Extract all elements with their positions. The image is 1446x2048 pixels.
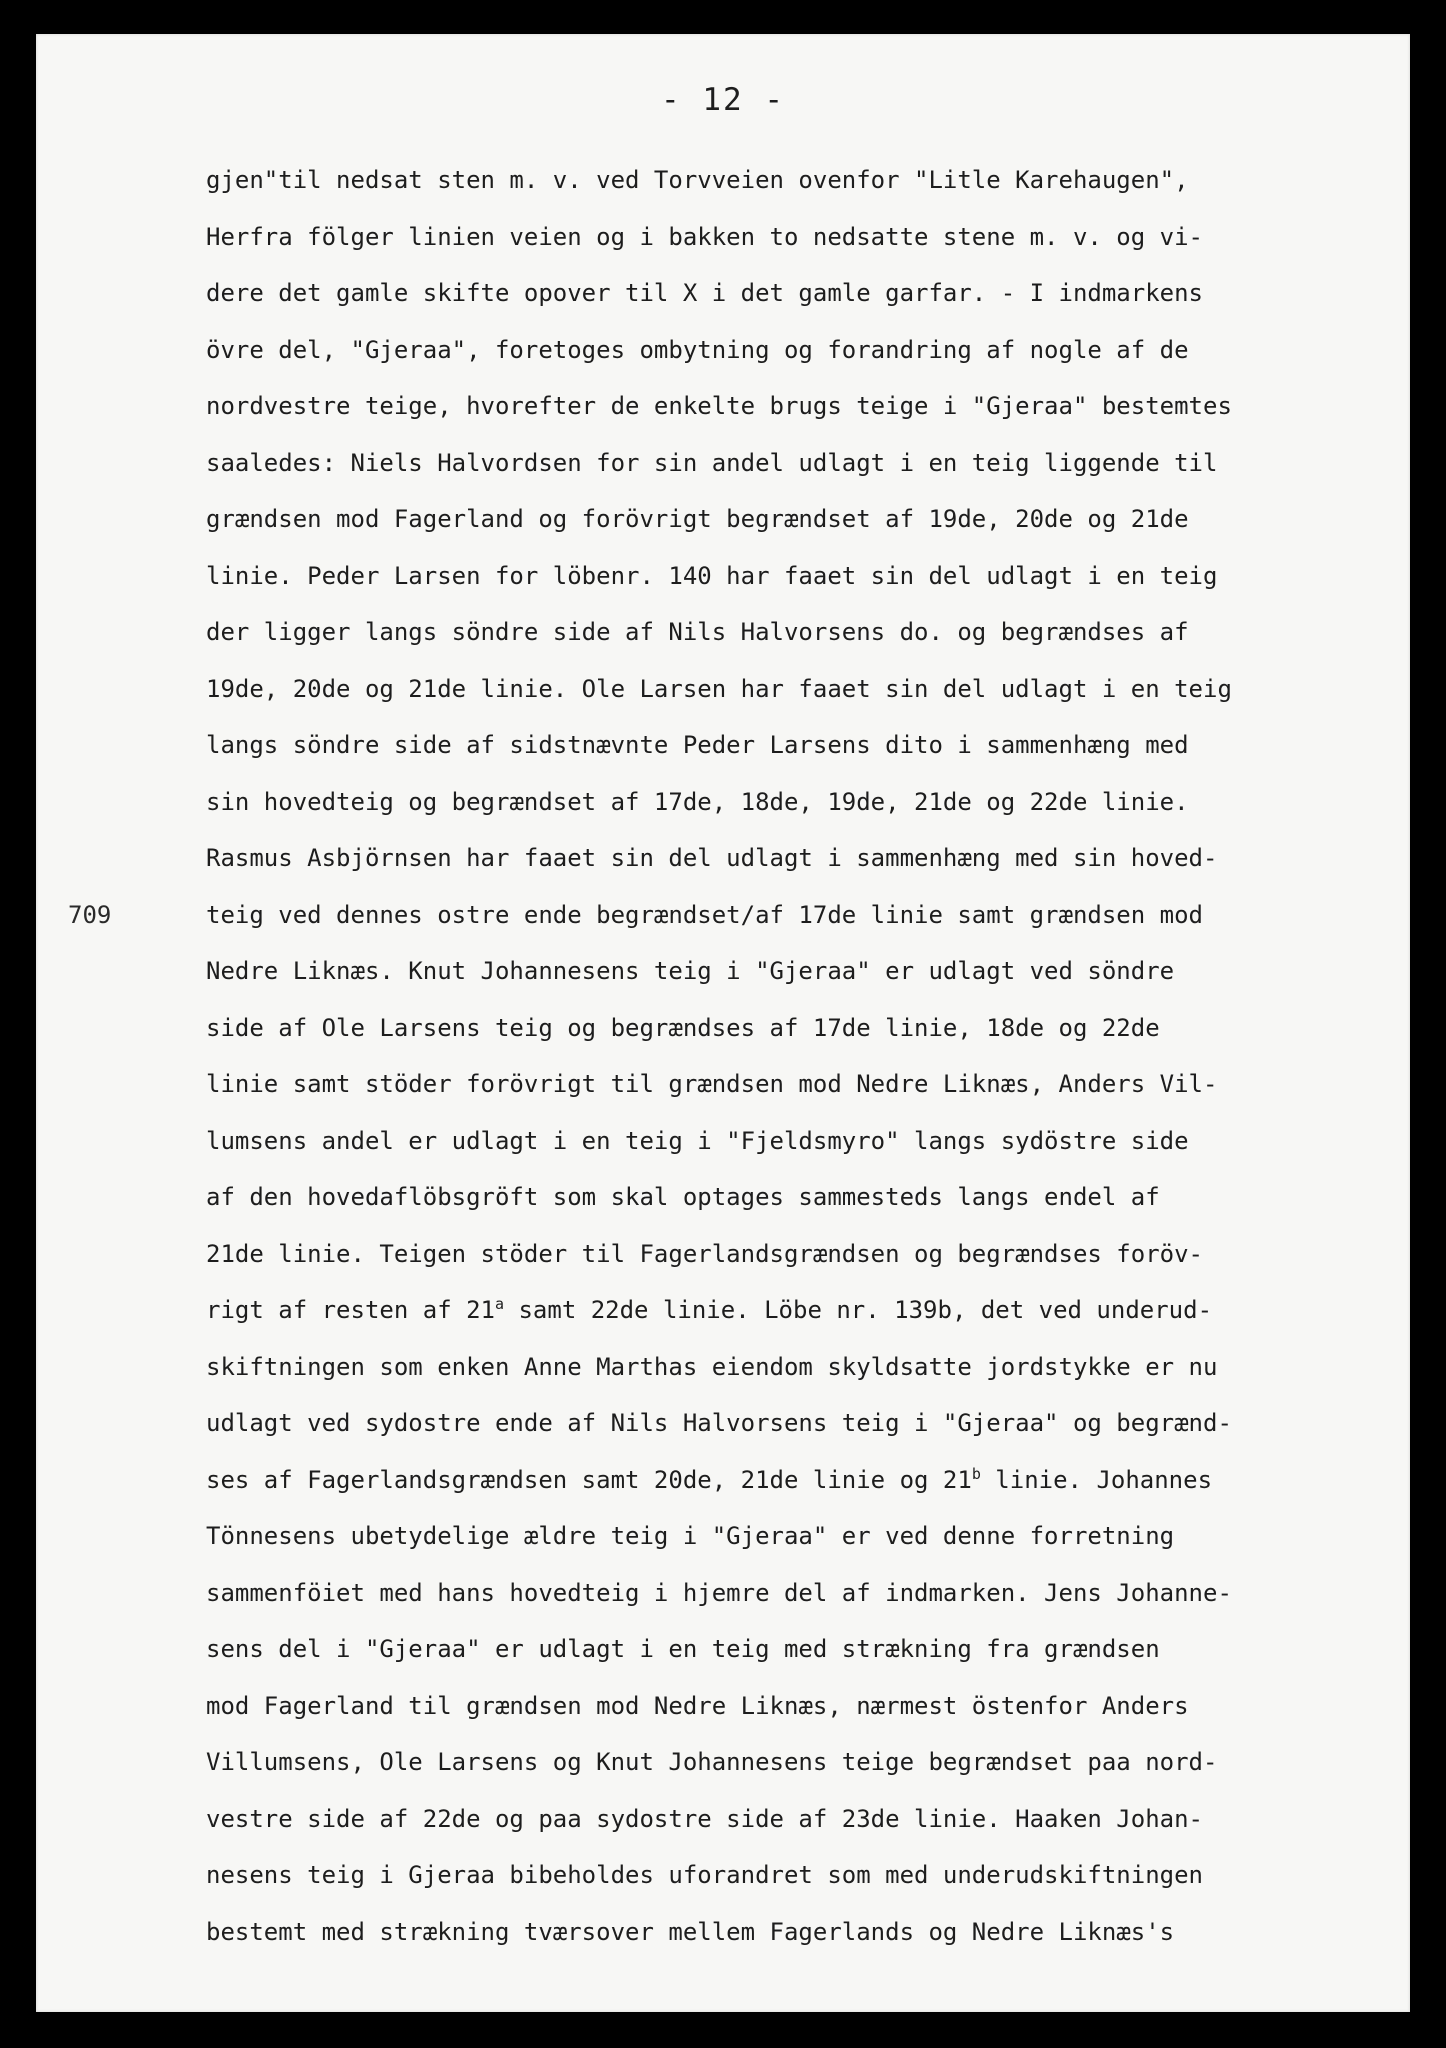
text-segment: sammenföiet med hans hovedteig i hjemre del af indmarken. Jens Johanne- bbox=[206, 1578, 1232, 1607]
text-segment: Nedre Liknæs. Knut Johannesens teig i "Gjeraa" er udlagt ved söndre bbox=[206, 957, 1175, 985]
text-segment: der ligger langs söndre side af Nils Halvorsens do. og begrændses af bbox=[206, 618, 1189, 646]
text-segment: Villumsens, Ole Larsens og Knut Johannesens teige begrændset paa nord- bbox=[206, 1748, 1218, 1776]
text-line bbox=[206, 1678, 1406, 1735]
text-segment: bestemt med strækning tværsover mellem Fagerlands og Nedre Liknæs's bbox=[206, 1917, 1175, 1946]
text-line bbox=[206, 435, 1406, 492]
text-line bbox=[206, 491, 1406, 548]
margin-note: 709 bbox=[68, 901, 112, 929]
text-segment: lumsens andel er udlagt i en teig i "Fjeldsmyro" langs sydöstre side bbox=[206, 1126, 1189, 1155]
text-line bbox=[206, 887, 1406, 944]
text-segment: övre del, "Gjeraa", foretoges ombytning og forandring af nogle af de bbox=[206, 335, 1189, 364]
page-number: - 12 - bbox=[661, 82, 785, 118]
text-segment: af den hovedaflöbsgröft som skal optages sammesteds langs endel af bbox=[206, 1183, 1160, 1211]
text-line bbox=[206, 1226, 1406, 1283]
text-segment: langs söndre side af sidstnævnte Peder Larsens dito i sammenhæng med bbox=[206, 731, 1189, 759]
text-segment: vestre side af 22de og paa sydostre side af 23de linie. Haaken Johan- bbox=[206, 1804, 1203, 1833]
text-line bbox=[206, 1169, 1406, 1226]
text-segment: gjen"til nedsat sten m. v. ved Torvveien ovenfor "Litle Karehaugen", bbox=[206, 166, 1189, 194]
text-line bbox=[206, 1339, 1406, 1396]
text-segment: side af Ole Larsens teig og begrændses af 17de linie, 18de og 22de bbox=[206, 1013, 1160, 1042]
text-line bbox=[206, 1621, 1406, 1678]
text-segment: 19de, 20de og 21de linie. Ole Larsen har faaet sin del udlagt i en teig bbox=[206, 674, 1232, 703]
text-segment: skiftningen som enken Anne Marthas eiendom skyldsatte jordstykke er nu bbox=[206, 1352, 1218, 1381]
text-segment: Herfra fölger linien veien og i bakken to nedsatte stene m. v. og vi- bbox=[206, 222, 1203, 251]
text-line bbox=[206, 1508, 1406, 1565]
text-line bbox=[206, 830, 1406, 887]
text-segment: rigt af resten af 21 bbox=[206, 1296, 495, 1324]
text-line bbox=[206, 152, 1406, 209]
text-segment: udlagt ved sydostre ende af Nils Halvorsens teig i "Gjeraa" og begrænd- bbox=[206, 1409, 1232, 1437]
text-segment: Rasmus Asbjörnsen har faaet sin del udlagt i sammenhæng med sin hoved- bbox=[206, 844, 1218, 872]
text-line bbox=[206, 1452, 1406, 1509]
text-segment: ses af Fagerlandsgrændsen samt 20de, 21de linie og 21 bbox=[206, 1465, 972, 1494]
text-line bbox=[206, 1056, 1406, 1113]
text-line bbox=[206, 322, 1406, 379]
text-segment: nesens teig i Gjeraa bibeholdes uforandret som med underudskiftningen bbox=[206, 1861, 1203, 1889]
text-line bbox=[206, 717, 1406, 774]
text-line bbox=[206, 1395, 1406, 1452]
text-line bbox=[206, 1000, 1406, 1057]
text-line bbox=[206, 1734, 1406, 1791]
text-line bbox=[206, 1113, 1406, 1170]
text-line bbox=[206, 774, 1406, 831]
text-segment: grændsen mod Fagerland og forövrigt begrændset af 19de, 20de og 21de bbox=[206, 505, 1189, 533]
text-segment: linie. Johannes bbox=[980, 1465, 1213, 1494]
text-segment: sens del i "Gjeraa" er udlagt i en teig med strækning fra grændsen bbox=[206, 1635, 1160, 1663]
text-line bbox=[206, 378, 1406, 435]
text-segment: sin hovedteig og begrændset af 17de, 18de, 19de, 21de og 22de linie. bbox=[206, 787, 1189, 816]
text-line bbox=[206, 1282, 1406, 1339]
text-segment: nordvestre teige, hvorefter de enkelte brugs teige i "Gjeraa" bestemtes bbox=[206, 392, 1232, 420]
text-segment: 21de linie. Teigen stöder til Fagerlandsgrændsen og begrændses foröv- bbox=[206, 1239, 1203, 1268]
document-page bbox=[36, 34, 1410, 2012]
text-line bbox=[206, 209, 1406, 266]
text-line bbox=[206, 1847, 1406, 1904]
text-segment: teig ved dennes ostre ende begrændset/af 17de linie samt grændsen mod bbox=[206, 900, 1203, 929]
superscript: b bbox=[971, 1464, 981, 1483]
text-segment: samt 22de linie. Löbe nr. 139b, det ved underud- bbox=[504, 1296, 1213, 1324]
superscript: a bbox=[494, 1295, 505, 1313]
text-line bbox=[206, 661, 1406, 718]
body-text bbox=[206, 152, 1406, 1960]
text-line bbox=[206, 1904, 1406, 1961]
text-line bbox=[206, 943, 1406, 1000]
text-line bbox=[206, 604, 1406, 661]
text-line bbox=[206, 265, 1406, 322]
text-segment: Tönnesens ubetydelige ældre teig i "Gjeraa" er ved denne forretning bbox=[206, 1522, 1175, 1550]
text-line bbox=[206, 1791, 1406, 1848]
text-line bbox=[206, 1565, 1406, 1622]
text-segment: linie samt stöder forövrigt til grændsen mod Nedre Liknæs, Anders Vil- bbox=[206, 1070, 1218, 1098]
text-line bbox=[206, 548, 1406, 605]
text-segment: saaledes: Niels Halvordsen for sin andel udlagt i en teig liggende til bbox=[206, 448, 1218, 477]
text-segment: dere det gamle skifte opover til X i det gamle garfar. - I indmarkens bbox=[206, 279, 1203, 307]
text-segment: linie. Peder Larsen for löbenr. 140 har faaet sin del udlagt i en teig bbox=[206, 561, 1218, 590]
text-segment: mod Fagerland til grændsen mod Nedre Liknæs, nærmest östenfor Anders bbox=[206, 1691, 1189, 1720]
